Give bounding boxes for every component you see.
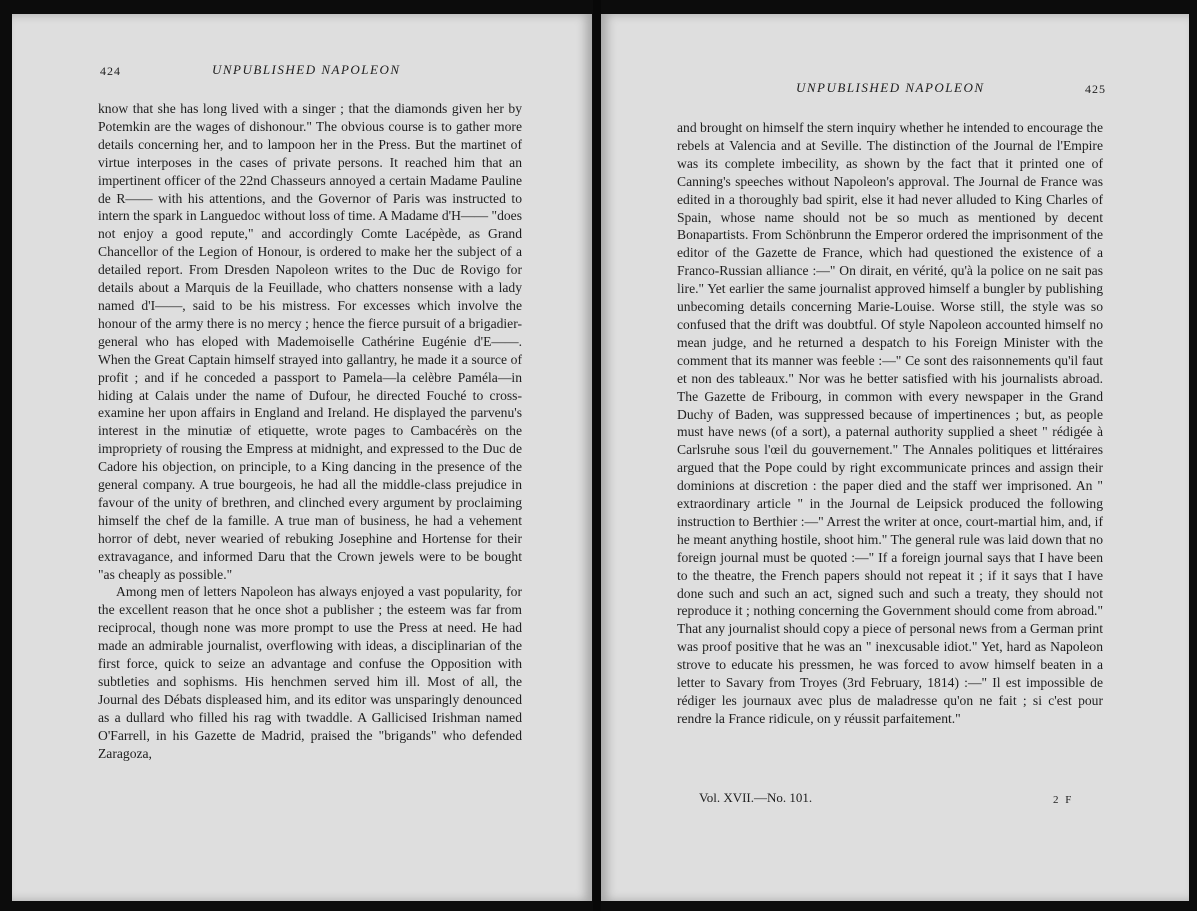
right-text-column xyxy=(677,119,1103,728)
left-text-column xyxy=(98,100,522,763)
left-page-number: 424 xyxy=(100,64,121,78)
left-page xyxy=(12,14,592,901)
right-paragraph-1: and brought on himself the stern inquiry whether he intended to encourage the rebels at Valencia and at Seville. The distinction of the Journal de l'Empire was its complete imbecility, as shown by the fact that it printed one of Canning's speeches without Napoleon's approval. The Journal de France was edited in a thoroughly bad spirit, else it had never alluded to King Charles of Spain, whose name should not be so much as mentioned by decent Bonapartists. From Schönbrunn the Emperor ordered the imprisonment of the editor of the Gazette de France, which had questioned the existence of a Franco-Russian alliance :—" On dirait, en vérité, qu'à la police on ne sait pas lire." Yet earlier the same journalist approved himself a bungler by publishing unbecoming details concerning Marie-Louise. Worse still, the style was so confused that the drift was doubtful. Of style Napoleon accounted himself no mean judge, and he returned a despatch to his Foreign Minister with the comment that its manner was feeble :—" Ce sont des raisonnements qu'il faut et non des tableaux." Nor was he better satisfied with his journalists abroad. The Gazette de Fribourg, in common with every newspaper in the Grand Duchy of Baden, was suppressed because of impertinences ; but, as people must have news (of a sort), a paternal authority supplied a sheet " rédigée à Carlsruhe sous l'œil du gouvernement." The Annales politiques et littéraires argued that the Pope could by right excommunicate princes and assign their dominions at discretion : the paper died and the staff wer imprisoned. An " extraordinary article " in the Journal de Leipsick produced the following instruction to Berthier :—" Arrest the writer at once, court-martial him, and, if he meant anything hostile, shoot him." The general rule was laid down that no foreign journal must be quoted :—" If a foreign journal says that I have been to the theatre, the French papers should not repeat it ; if it says that I have done such and such an act, signed such and such a treaty, they should not reproduce it ; nothing concerning the Government should come from abroad." That any journalist should copy a piece of personal news from a German print was proof positive that he was an " inexcusable idiot." Yet, hard as Napoleon strove to educate his pressmen, he was forced to avow himself beaten in a letter to Savary from Troyes (3rd February, 1814) :—" Il est impossible de rédiger les journaux avec plus de maladresse qu'on ne fait ; si c'est pour rendre la France ridicule, on y réussit parfaitement." xyxy=(677,120,1103,726)
left-running-head: UNPUBLISHED NAPOLEON xyxy=(212,62,401,77)
right-running-head: UNPUBLISHED NAPOLEON xyxy=(796,80,985,95)
left-paragraph-2: Among men of letters Napoleon has always enjoyed a vast popularity, for the excellent reason that he once shot a publisher ; the esteem was far from reciprocal, though none was more prompt to use the Press at need. He had made an admirable journalist, overflowing with ideas, a disciplinarian of the first force, quick to seize an advantage and confuse the Opposition with subtleties and sophisms. His henchmen served him ill. Most of all, the Journal des Débats displeased him, and its editor was unsparingly denounced as a dullard who filled his rag with twaddle. A Gallicised Irishman named O'Farrell, in his Gazette de Madrid, praised the "brigands" who defended Zaragoza, xyxy=(98,584,522,761)
book-gutter xyxy=(593,0,601,911)
signature-mark: 2 F xyxy=(1053,794,1074,806)
right-page-number: 425 xyxy=(1085,82,1106,96)
right-page-footer: Vol. XVII.—No. 101. xyxy=(699,790,813,805)
left-page-header xyxy=(12,62,592,84)
right-page xyxy=(601,14,1189,901)
left-paragraph-1: know that she has long lived with a singer ; that the diamonds given her by Potemkin are the wages of dishonour." The obvious course is to gather more details concerning her, and to lampoon her in the Press. But the martinet of virtue interposes in the cases of private persons. It reached him that an impertinent officer of the 22nd Chasseurs annoyed a certain Madame Pauline de R—— with his attentions, and the Governor of Paris was instructed to intern the spark in Languedoc without loss of time. A Madame d'H—— "does not enjoy a good repute," and accordingly Comte Lacépède, as Grand Chancellor of the Legion of Honour, is ordered to make her the subject of a detailed report. From Dresden Napoleon writes to the Duc de Rovigo for details about a Marquis de la Feuillade, who chatters nonsense with a lady named d'I——, said to be his mistress. For excesses which involve the honour of the army there is no mercy ; hence the fierce pursuit of a brigadier-general who has eloped with Mademoiselle Cathérine Eugénie d'E——. When the Great Captain himself strayed into gallantry, he made it a source of profit ; and if he conceded a passport to Pamela—la celèbre Paméla—in hiding at Calais under the name of Dufour, he directed Fouché to cross-examine her upon affairs in England and Ireland. He displayed the parvenu's interest in the minutiæ of etiquette, wrote pages to Cambacérès on the impropriety of rousing the Empress at midnight, and expressed to the Duc de Cadore his objection, on principle, to a King dancing in the presence of the general company. A true bourgeois, he had all the middle-class prejudice in favour of the unity of brethren, and clinched every argument by proclaiming himself the chef de la famille. A true man of business, he had a vehement horror of debt, never wearied of rebuking Josephine and Hortense for their extravagance, and informed Daru that the Crown jewels were to be bought "as cheaply as possible." xyxy=(98,101,522,582)
right-page-header xyxy=(601,80,1189,102)
